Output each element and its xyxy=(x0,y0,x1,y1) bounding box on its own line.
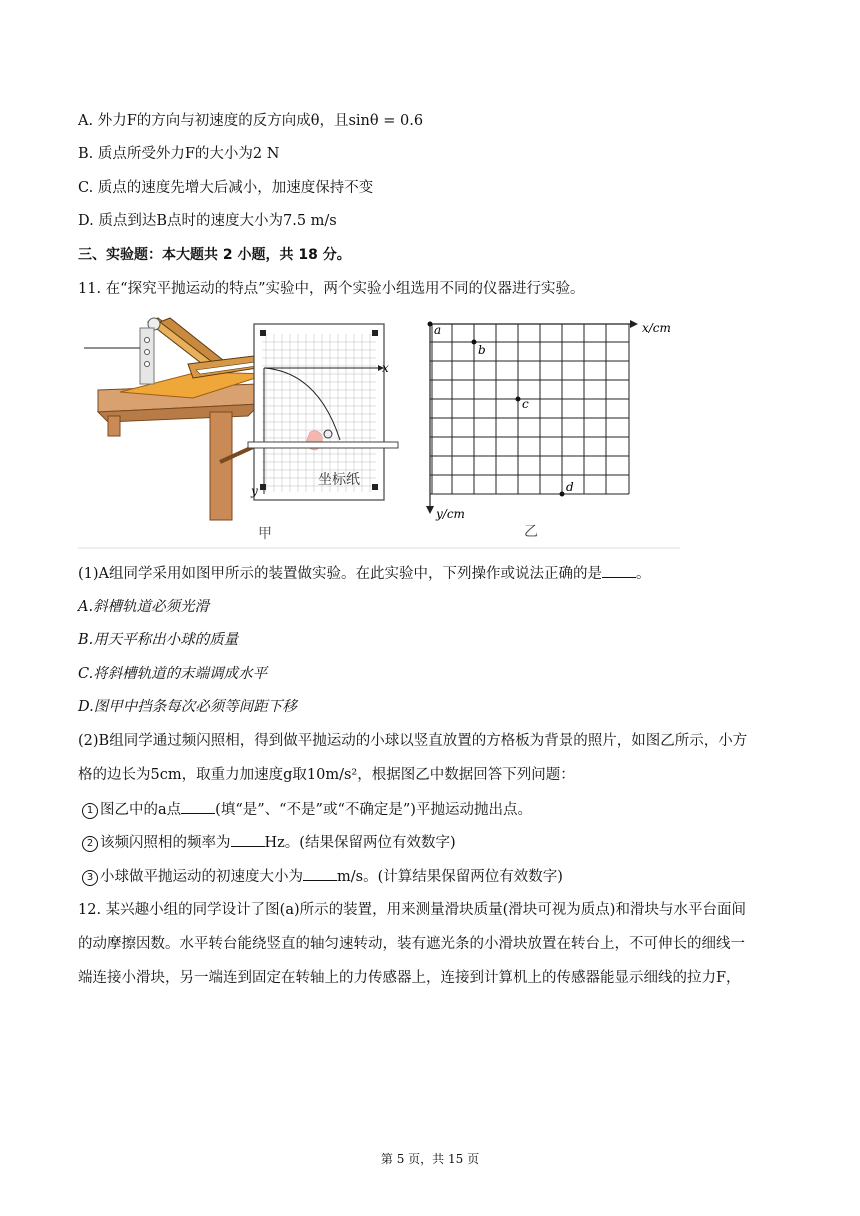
q11-sub1 xyxy=(82,799,532,820)
q11-option-c: C.将斜槽轨道的末端调成水平 xyxy=(78,666,268,682)
axis-x-label: x xyxy=(382,361,389,375)
sub3-post: m/s。(计算结果保留两位有效数字) xyxy=(337,869,563,885)
grid-y-axis-label: y/cm xyxy=(436,507,465,521)
paper-label: 坐标纸 xyxy=(318,472,360,488)
option-c: C. 质点的速度先增大后减小，加速度保持不变 xyxy=(78,180,374,196)
grid-right xyxy=(430,324,630,506)
point-c-label: c xyxy=(522,397,529,411)
section-heading: 三、实验题：本大题共 2 小题，共 18 分。 xyxy=(78,247,351,263)
apparatus-left xyxy=(84,318,398,520)
grid-x-axis-label: x/cm xyxy=(642,321,671,335)
q11-part2-line2: 格的边长为5cm，取重力加速度g取10m/s²，根据图乙中数据回答下列问题： xyxy=(78,767,575,783)
option-a: A. 外力F的方向与初速度的反方向成θ，且sinθ = 0.6 xyxy=(78,113,424,129)
q11-figure xyxy=(78,312,680,550)
q12-line3: 端连接小滑块，另一端连到固定在转轴上的力传感器上，连接到计算机上的传感器能显示细线的拉力F， xyxy=(78,970,741,986)
q11-sub2 xyxy=(82,832,456,853)
point-d-label: d xyxy=(566,480,574,494)
answer-blank xyxy=(231,832,265,847)
q11-part1 xyxy=(78,563,651,584)
q11-option-a: A.斜槽轨道必须光滑 xyxy=(78,599,210,615)
sub3-pre: 小球做平抛运动的初速度大小为 xyxy=(100,869,303,885)
sub2-post: Hz。(结果保留两位有效数字) xyxy=(264,835,456,851)
q11-option-d: D.图甲中挡条每次必须等间距下移 xyxy=(78,699,297,715)
q11-part1-end: 。 xyxy=(636,566,651,582)
caption-yi: 乙 xyxy=(524,524,538,540)
answer-blank xyxy=(602,563,636,578)
answer-blank xyxy=(181,799,215,814)
q11-option-b: B.用天平称出小球的质量 xyxy=(78,632,239,648)
q11-part1-text: (1)A组同学采用如图甲所示的装置做实验。在此实验中，下列操作或说法正确的是 xyxy=(78,566,603,582)
q12-line2: 的动摩擦因数。水平转台能绕竖直的轴匀速转动，装有遮光条的小滑块放置在转台上，不可伸长的细线一 xyxy=(78,936,745,952)
q11-part2-line1: (2)B组同学通过频闪照相，得到做平抛运动的小球以竖直放置的方格板为背景的照片，如图乙所示，小方 xyxy=(78,733,748,749)
sub1-pre: 图乙中的a点 xyxy=(100,802,182,818)
point-a-label: a xyxy=(434,323,442,337)
answer-blank xyxy=(303,866,337,881)
point-b-label: b xyxy=(478,343,486,357)
option-d: D. 质点到达B点时的速度大小为7.5 m/s xyxy=(78,213,337,229)
circled-number-3: 3 xyxy=(82,870,98,886)
axis-y-label: y xyxy=(251,484,258,498)
option-b: B. 质点所受外力F的大小为2 N xyxy=(78,146,280,162)
circled-number-2: 2 xyxy=(82,836,98,852)
page-footer: 第 5 页，共 15 页 xyxy=(380,1152,480,1166)
q12-line1: 12. 某兴趣小组的同学设计了图(a)所示的装置，用来测量滑块质量(滑块可视为质点)和滑块与水平台面间 xyxy=(78,902,746,918)
sub2-pre: 该频闪照相的频率为 xyxy=(100,835,231,851)
q11-intro: 11. 在“探究平抛运动的特点”实验中，两个实验小组选用不同的仪器进行实验。 xyxy=(78,281,585,297)
q11-sub3 xyxy=(82,866,563,887)
sub1-post: (填“是”、“不是”或“不确定是”)平抛运动抛出点。 xyxy=(215,802,532,818)
apparatus-figure xyxy=(78,312,680,550)
circled-number-1: 1 xyxy=(82,803,98,819)
caption-jia: 甲 xyxy=(258,526,272,542)
